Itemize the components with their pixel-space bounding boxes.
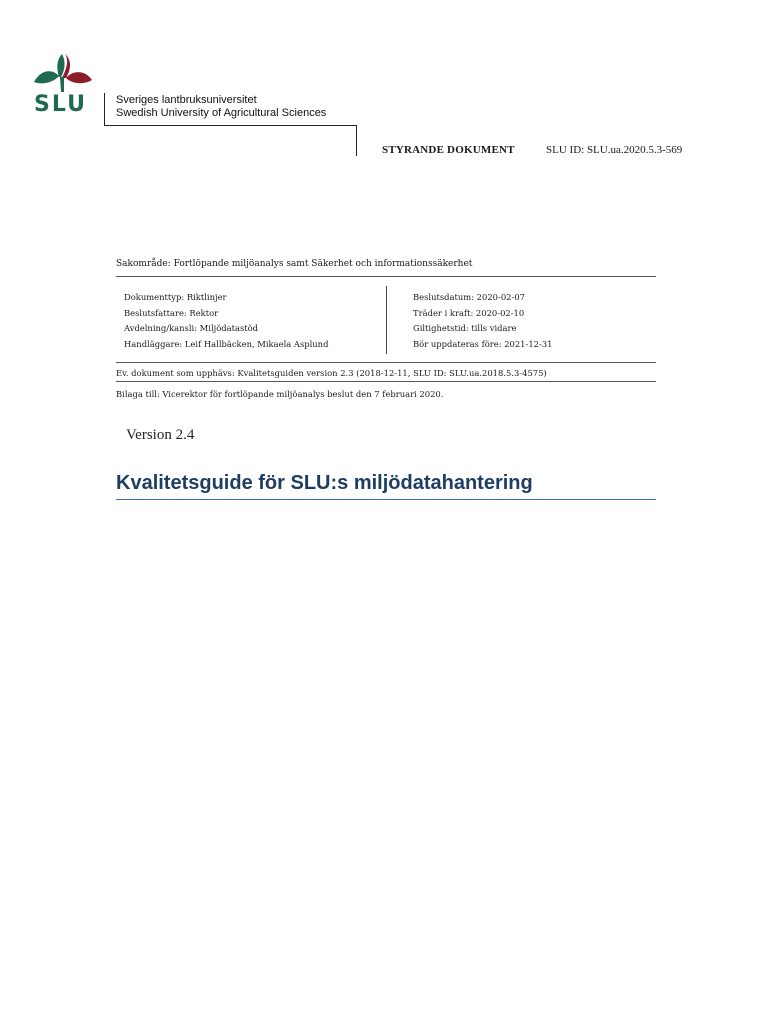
meta-handler: Handläggare: Leif Hallbäcken, Mikaela Asplund (124, 338, 329, 349)
document-title: Kvalitetsguide för SLU:s miljödatahantering (116, 472, 533, 494)
header-rule-horizontal (104, 125, 356, 126)
university-name-sv: Sveriges lantbruksuniversitet (116, 94, 257, 106)
meta-update-before: Bör uppdateras före: 2021-12-31 (413, 338, 553, 349)
attachment-note: Bilaga till: Vicerektor för fortlöpande miljöanalys beslut den 7 februari 2020. (116, 389, 444, 399)
replaced-rule (116, 381, 656, 382)
title-underline (116, 499, 656, 500)
meta-right-column (413, 290, 552, 352)
logo-text: SLU (34, 92, 87, 117)
meta-department: Avdelning/kansli: Miljödatastöd (124, 323, 259, 333)
header-rule-vertical (356, 125, 357, 156)
university-name-en: Swedish University of Agricultural Sciences (116, 107, 327, 119)
meta-left-column (124, 290, 328, 352)
meta-decision-maker: Beslutsfattare: Rektor (124, 307, 219, 318)
meta-document-type: Dokumenttyp: Riktlinjer (124, 292, 227, 302)
meta-bottom-rule (116, 362, 656, 363)
slu-id: SLU ID: SLU.ua.2020.5.3-569 (546, 144, 683, 156)
subject-rule (116, 276, 656, 277)
subject-area: Sakområde: Fortlöpande miljöanalys samt Säkerhet och informationssäkerhet (116, 259, 473, 269)
meta-decision-date: Beslutsdatum: 2020-02-07 (413, 292, 525, 302)
version-label: Version 2.4 (126, 427, 195, 443)
replaced-documents: Ev. dokument som upphävs: Kvalitetsguiden version 2.3 (2018-12-11, SLU ID: SLU.ua.2018.5.3-4575) (116, 368, 547, 378)
slu-leaf-icon (26, 52, 106, 97)
university-name (116, 94, 326, 120)
meta-validity: Giltighetstid: tills vidare (413, 323, 517, 333)
logo-divider (104, 93, 105, 125)
document-type-heading: STYRANDE DOKUMENT (382, 144, 515, 156)
meta-divider (386, 286, 387, 354)
meta-effective-date: Träder i kraft: 2020-02-10 (413, 307, 525, 318)
